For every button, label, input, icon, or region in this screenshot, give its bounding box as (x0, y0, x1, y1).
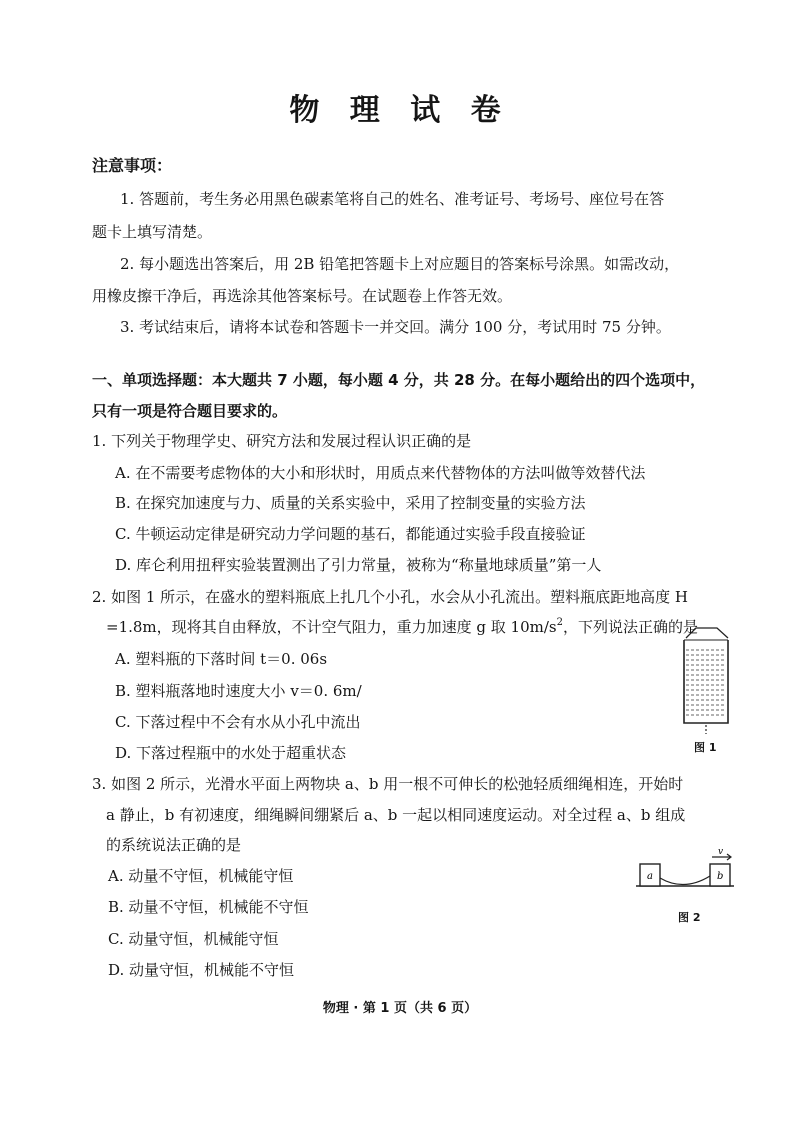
q2-option-d: D. 下落过程瓶中的水处于超重状态 (115, 744, 347, 762)
q3-stem-line-3: 的系统说法正确的是 (106, 836, 242, 854)
q2-option-a: A. 塑料瓶的下落时间 t＝0. 06s (115, 650, 328, 668)
q2-stem-line-2-b: ，下列说法正确的是 (563, 618, 699, 636)
q2-option-b: B. 塑料瓶落地时速度大小 v＝0. 6m/ (115, 682, 362, 700)
figure-1-caption: 图 1 (694, 741, 717, 754)
notice-item-2-line-1: 2. 每小题选出答案后，用 2B 铅笔把答题卡上对应题目的答案标号涂黑。如需改动， (120, 255, 680, 273)
q3-option-d: D. 动量守恒，机械能不守恒 (108, 961, 295, 979)
q2-stem-line-2 (106, 617, 699, 636)
figure-2-caption: 图 2 (678, 911, 701, 924)
q2-stem-line-1: 2. 如图 1 所示，在盛水的塑料瓶底上扎几个小孔，水会从小孔流出。塑料瓶底距地高度 H (92, 588, 689, 606)
q2-stem-line-2-a: =1.8m，现将其自由释放，不计空气阻力，重力加速度 g 取 10m/s (106, 618, 557, 636)
page-title: 物 理 试 卷 (289, 93, 511, 128)
notice-heading: 注意事项： (92, 156, 173, 175)
q1-option-d: D. 库仑利用扭秤实验装置测出了引力常量，被称为“称量地球质量”第一人 (115, 556, 602, 574)
q3-option-a: A. 动量不守恒，机械能守恒 (108, 867, 294, 885)
q3-stem-line-1: 3. 如图 2 所示，光滑水平面上两物块 a、b 用一根不可伸长的松弛轻质细绳相连，开始时 (92, 775, 684, 793)
q1-option-a: A. 在不需要考虑物体的大小和形状时，用质点来代替物体的方法叫做等效替代法 (115, 464, 646, 482)
notice-item-1-line-2: 题卡上填写清楚。 (92, 223, 213, 241)
q3-option-c: C. 动量守恒，机械能守恒 (108, 930, 279, 948)
notice-item-1-line-1: 1. 答题前，考生务必用黑色碳素笔将自己的姓名、准考证号、考场号、座位号在答 (120, 190, 665, 208)
q3-option-b: B. 动量不守恒，机械能不守恒 (108, 898, 309, 916)
velocity-label: v (718, 847, 724, 857)
q1-option-b: B. 在探究加速度与力、质量的关系实验中，采用了控制变量的实验方法 (115, 494, 586, 512)
q1-option-c: C. 牛顿运动定律是研究动力学问题的基石，都能通过实验手段直接验证 (115, 525, 586, 543)
q3-stem-line-2: a 静止，b 有初速度，细绳瞬间绷紧后 a、b 一起以相同速度运动。对全过程 a、b 组成 (106, 806, 686, 824)
block-b-label: b (717, 871, 724, 882)
block-a-label: a (647, 871, 653, 882)
page-footer: 物理 · 第 1 页（共 6 页） (322, 1001, 478, 1016)
figure-2-blocks (632, 848, 742, 892)
section-heading-line-1: 一、单项选择题：本大题共 7 小题，每小题 4 分，共 28 分。在每小题给出的四个选项中， (92, 371, 706, 389)
q2-stem-superscript: 2 (556, 617, 563, 628)
q2-option-c: C. 下落过程中不会有水从小孔中流出 (115, 713, 361, 731)
notice-item-3: 3. 考试结束后，请将本试卷和答题卡一并交回。满分 100 分，考试用时 75 分钟。 (120, 318, 671, 336)
q1-stem: 1. 下列关于物理学史、研究方法和发展过程认识正确的是 (92, 432, 472, 450)
section-heading-line-2: 只有一项是符合题目要求的。 (92, 402, 288, 420)
notice-item-2-line-2: 用橡皮擦干净后，再选涂其他答案标号。在试题卷上作答无效。 (92, 287, 513, 305)
figure-1-bottle (672, 628, 742, 748)
